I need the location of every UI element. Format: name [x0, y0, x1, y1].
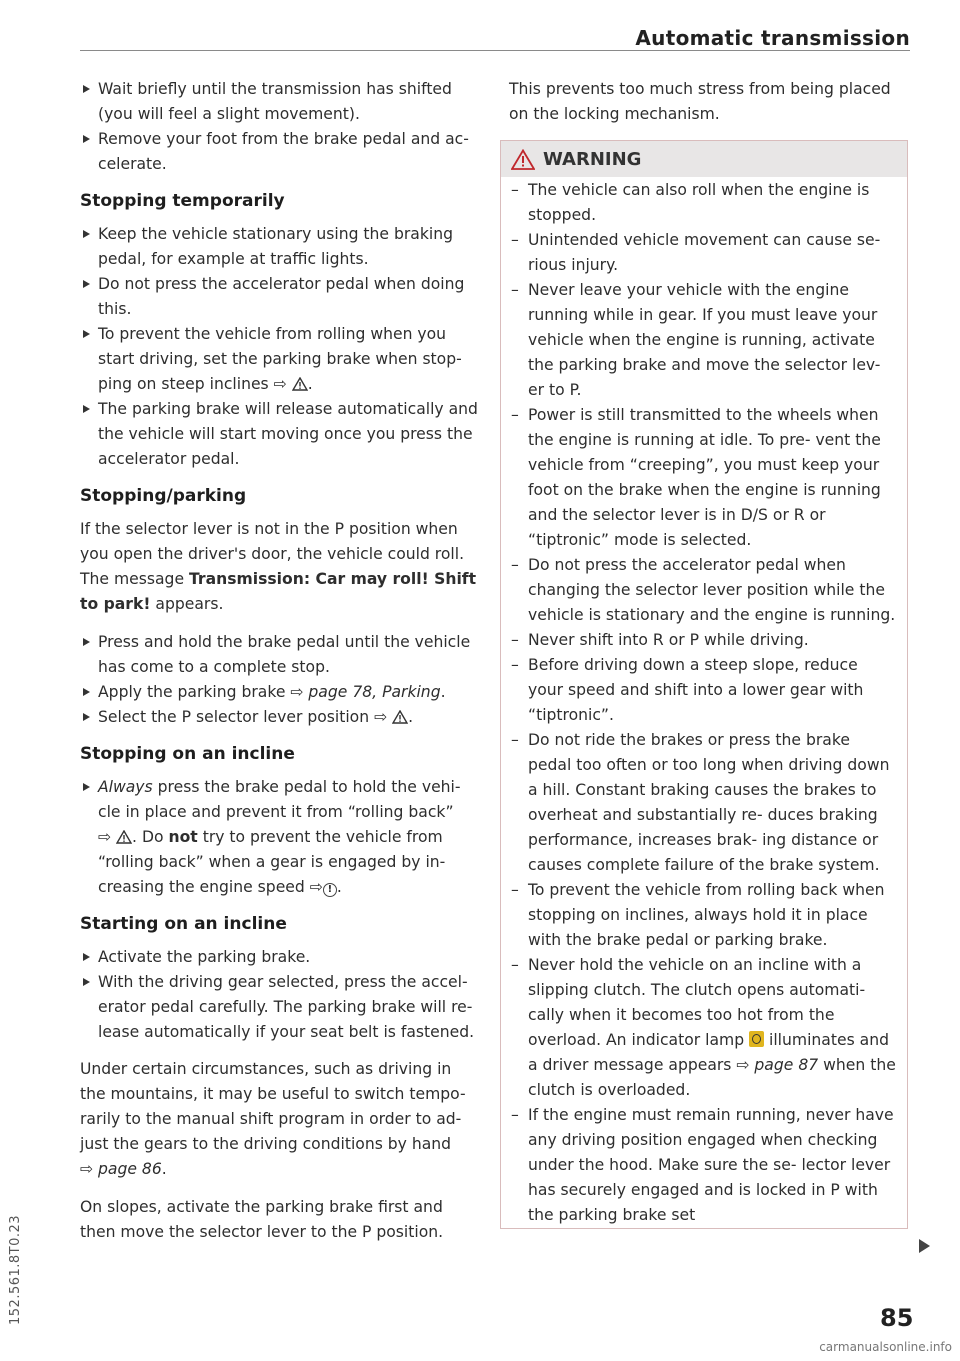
warning-item: – Do not ride the brakes or press the brake pedal too often or too long when driving down a hill. Constant braking causes the brakes to overheat and substantially re- duces braking performance, increases brak- ing distance or causes complete failure of the brake system. — [511, 731, 890, 874]
left-column — [80, 77, 480, 1258]
warning-item: – Never leave your vehicle with the engine running while in gear. If you must leave your vehicle when the engine is running, activate the parking brake and move the selector lev- er to P. — [511, 281, 881, 399]
step-item: Always press the brake pedal to hold the vehi- cle in place and prevent it from “rolling back” ⇨ . Do not try to prevent the vehicle from “rolling back” when a gear is engaged by in- creasing the engine speed ⇨ ! . — [80, 775, 480, 900]
warning-reference-link[interactable]: ⇨ — [98, 828, 132, 846]
page-number: 85 — [880, 1304, 914, 1332]
warning-header — [501, 141, 907, 177]
step-arrow-icon — [83, 405, 90, 413]
step-item: Remove your foot from the brake pedal and ac- celerate. — [80, 127, 480, 177]
step-item: Wait briefly until the transmission has shifted (you will feel a slight movement). — [80, 77, 480, 127]
warning-item: – Before driving down a steep slope, reduce your speed and shift into a lower gear with “tiptronic”. — [511, 656, 864, 724]
step-item: Do not press the accelerator pedal when doing this. — [80, 272, 480, 322]
warning-triangle-icon — [116, 830, 132, 844]
intro-steps — [80, 77, 480, 177]
step-item: To prevent the vehicle from rolling when you start driving, set the parking brake when stop- ping on steep inclines ⇨ . — [80, 322, 480, 397]
warning-item: – If the engine must remain running, never have any driving position engaged when checking under the hood. Make sure the se- lector lever has securely engaged and is locked in P with the parking brake set — [511, 1106, 894, 1224]
warning-item: – Do not press the accelerator pedal when changing the selector lever position while the vehicle is stationary and the engine is running. — [511, 556, 896, 624]
warning-reference-link[interactable]: ⇨ . — [273, 375, 313, 393]
warning-triangle-icon — [392, 710, 408, 724]
heading-stopping-temporarily: Stopping temporarily — [80, 191, 285, 211]
stopping-parking-paragraph: If the selector lever is not in the P position when you open the driver's door, the vehicle could roll. The message Transmission: Car may roll! Shift to park! appears. — [80, 520, 477, 613]
step-item: Activate the parking brake. — [80, 945, 480, 970]
warning-box — [500, 140, 908, 1229]
note-reference-link[interactable]: ⇨ ! — [310, 878, 337, 896]
stopping-parking-steps — [80, 630, 480, 730]
page-87-link[interactable]: ⇨ page 87 — [736, 1056, 819, 1074]
step-item: Apply the parking brake ⇨ page 78, Parking. — [80, 680, 480, 705]
locking-mechanism-paragraph: This prevents too much stress from being placed on the locking mechanism. — [509, 80, 891, 123]
step-arrow-icon — [83, 783, 90, 791]
manual-shift-paragraph: Under certain circumstances, such as driving in the mountains, it may be useful to switch tempo- rarily to the manual shift program in order to ad- just the gears to the driving conditions by hand ⇨ page 86. — [80, 1060, 466, 1178]
slopes-paragraph: On slopes, activate the parking brake first and then move the selector lever to the P position. — [80, 1198, 444, 1241]
step-item: Keep the vehicle stationary using the braking pedal, for example at traffic lights. — [80, 222, 480, 272]
step-item: Select the P selector lever position ⇨ . — [80, 705, 480, 730]
page-78-link[interactable]: ⇨ page 78, Parking — [290, 683, 441, 701]
warning-item: – Never hold the vehicle on an incline with a slipping clutch. The clutch opens automati- cally when it becomes too hot from the overload. An indicator lamp illuminates and a driver message appears ⇨ page 87 when the clutch is overloaded. — [511, 956, 896, 1099]
step-arrow-icon — [83, 978, 90, 986]
continue-arrow-icon[interactable] — [919, 1239, 930, 1253]
step-arrow-icon — [83, 713, 90, 721]
step-arrow-icon — [83, 230, 90, 238]
step-arrow-icon — [83, 330, 90, 338]
warning-item: – Never shift into R or P while driving. — [511, 631, 809, 649]
warning-item: – Unintended vehicle movement can cause se- rious injury. — [511, 231, 881, 274]
note-circle-icon: ! — [323, 883, 337, 897]
header-divider — [80, 50, 910, 51]
warning-item: – To prevent the vehicle from rolling back when stopping on inclines, always hold it in place with the brake pedal or parking brake. — [511, 881, 885, 949]
step-arrow-icon — [83, 85, 90, 93]
watermark: carmanualsonline.info — [819, 1340, 952, 1354]
step-arrow-icon — [83, 280, 90, 288]
transmission-message: Transmission: Car may roll! Shift to park! — [80, 570, 477, 613]
step-arrow-icon — [83, 135, 90, 143]
warning-body — [501, 177, 907, 1228]
clutch-indicator-lamp-icon — [749, 1031, 764, 1047]
heading-stopping-parking: Stopping/parking — [80, 486, 247, 506]
step-item: With the driving gear selected, press the accel- erator pedal carefully. The parking brake will re- lease automatically if your seat belt is fastened. — [80, 970, 480, 1045]
stopping-temporarily-steps — [80, 222, 480, 472]
warning-title: WARNING — [543, 148, 642, 170]
step-item: Press and hold the brake pedal until the vehicle has come to a complete stop. — [80, 630, 480, 680]
page-header-title: Automatic transmission — [635, 26, 910, 50]
stopping-incline-steps — [80, 775, 480, 900]
warning-item: – Power is still transmitted to the wheels when the engine is running at idle. To pre- vent the vehicle from “creeping”, you must keep your foot on the brake when the engine is running and the selector lever is in D/S or R or “tiptronic” mode is selected. — [511, 406, 881, 549]
step-arrow-icon — [83, 688, 90, 696]
step-arrow-icon — [83, 953, 90, 961]
document-code: 152.561.8T0.23 — [8, 1214, 23, 1325]
heading-stopping-incline: Stopping on an incline — [80, 744, 295, 764]
step-item: The parking brake will release automatically and the vehicle will start moving once you press the accelerator pedal. — [80, 397, 480, 472]
right-column — [509, 77, 908, 1229]
page-86-link[interactable]: ⇨ page 86 — [80, 1160, 162, 1178]
warning-item: – The vehicle can also roll when the engine is stopped. — [511, 181, 870, 224]
warning-reference-link[interactable]: ⇨ . — [374, 708, 414, 726]
heading-starting-incline: Starting on an incline — [80, 914, 287, 934]
starting-incline-steps — [80, 945, 480, 1045]
step-arrow-icon — [83, 638, 90, 646]
warning-triangle-icon — [292, 377, 308, 391]
warning-triangle-icon — [511, 149, 535, 170]
